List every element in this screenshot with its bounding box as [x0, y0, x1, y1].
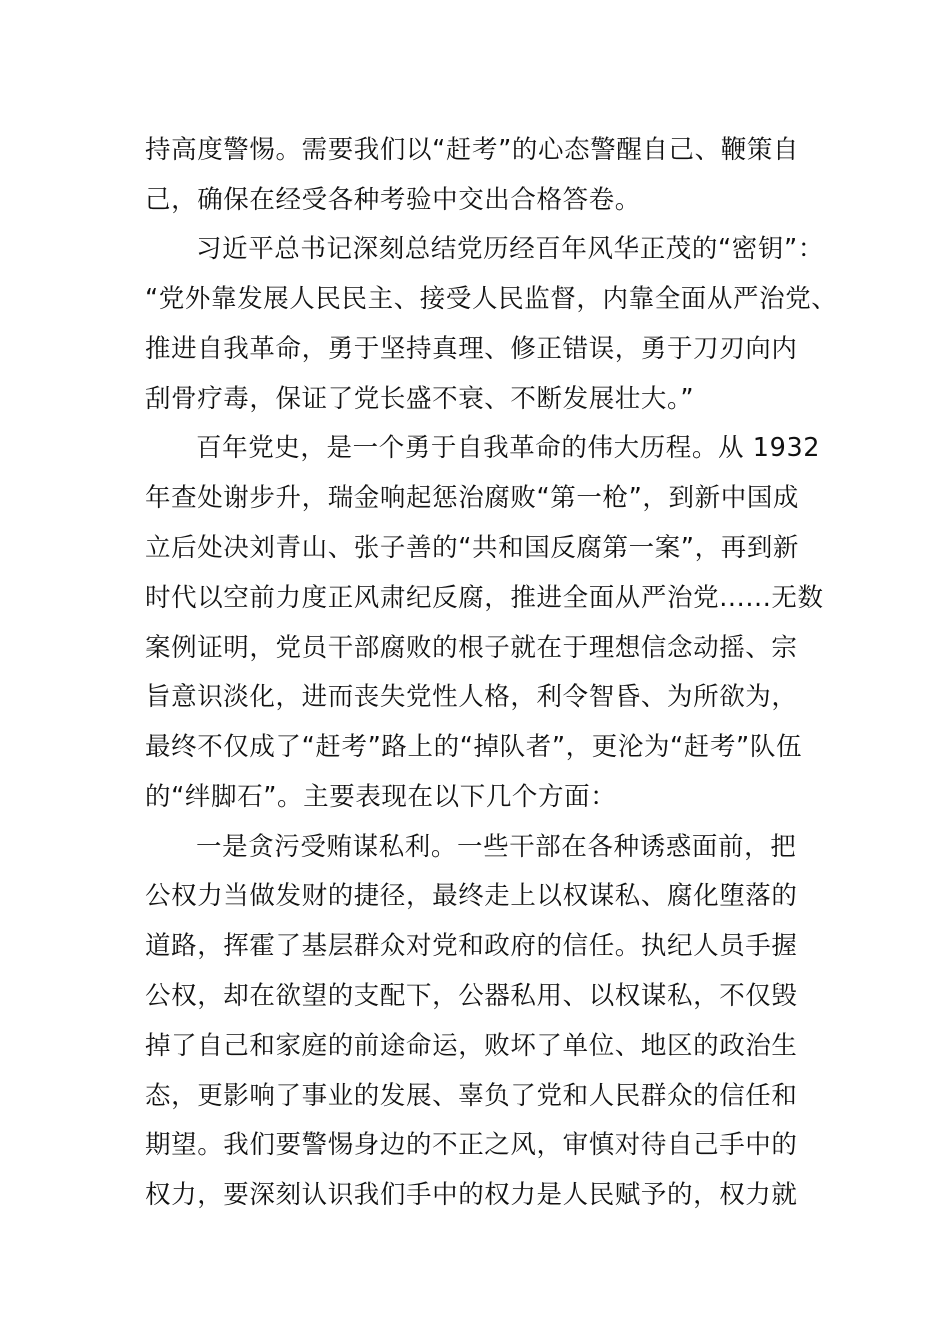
text-line: 的“绊脚石”。主要表现在以下几个方面： [145, 782, 617, 812]
text-line: 推进自我革命，勇于坚持真理、修正错误，勇于刀刃向内 [145, 334, 798, 364]
text-line: 掉了自己和家庭的前途命运，败坏了单位、地区的政治生 [145, 1031, 798, 1061]
paragraph-start-line: 习近平总书记深刻总结党历经百年风华正茂的“密钥”： [196, 234, 824, 264]
text-line: 时代以空前力度正风肃纪反腐，推进全面从严治党......无数 [145, 583, 824, 613]
text-line: 刮骨疗毒，保证了党长盛不衰、不断发展壮大。” [145, 384, 695, 414]
text-line: 权力，要深刻认识我们手中的权力是人民赋予的，权力就 [145, 1180, 798, 1210]
paragraph-start-line: 一是贪污受贿谋私利。一些干部在各种诱惑面前，把 [196, 832, 797, 862]
text-line: “党外靠发展人民民主、接受人民监督，内靠全面从严治党、 [145, 284, 838, 314]
text-line: 态，更影响了事业的发展、辜负了党和人民群众的信任和 [145, 1081, 798, 1111]
text-line: 公权，却在欲望的支配下，公器私用、以权谋私，不仅毁 [145, 981, 798, 1011]
text-line: 持高度警惕。需要我们以“赶考”的心态警醒自己、鞭策自 [145, 135, 800, 165]
text-line: 案例证明，党员干部腐败的根子就在于理想信念动摇、宗 [145, 633, 798, 663]
paragraph-start-line: 百年党史，是一个勇于自我革命的伟大历程。从 1932 [196, 433, 821, 463]
text-line: 道路，挥霍了基层群众对党和政府的信任。执纪人员手握 [145, 931, 798, 961]
text-line: 旨意识淡化，进而丧失党性人格，利令智昏、为所欲为， [145, 682, 798, 712]
text-line: 己，确保在经受各种考验中交出合格答卷。 [145, 185, 641, 215]
text-line: 公权力当做发财的捷径，最终走上以权谋私、腐化堕落的 [145, 881, 798, 911]
text-line: 立后处决刘青山、张子善的“共和国反腐第一案”，再到新 [145, 533, 800, 563]
text-line: 期望。我们要警惕身边的不正之风，审慎对待自己手中的 [145, 1130, 798, 1160]
text-line: 年查处谢步升，瑞金响起惩治腐败“第一枪”，到新中国成 [145, 483, 800, 513]
text-line: 最终不仅成了“赶考”路上的“掉队者”，更沦为“赶考”队伍 [145, 732, 803, 762]
